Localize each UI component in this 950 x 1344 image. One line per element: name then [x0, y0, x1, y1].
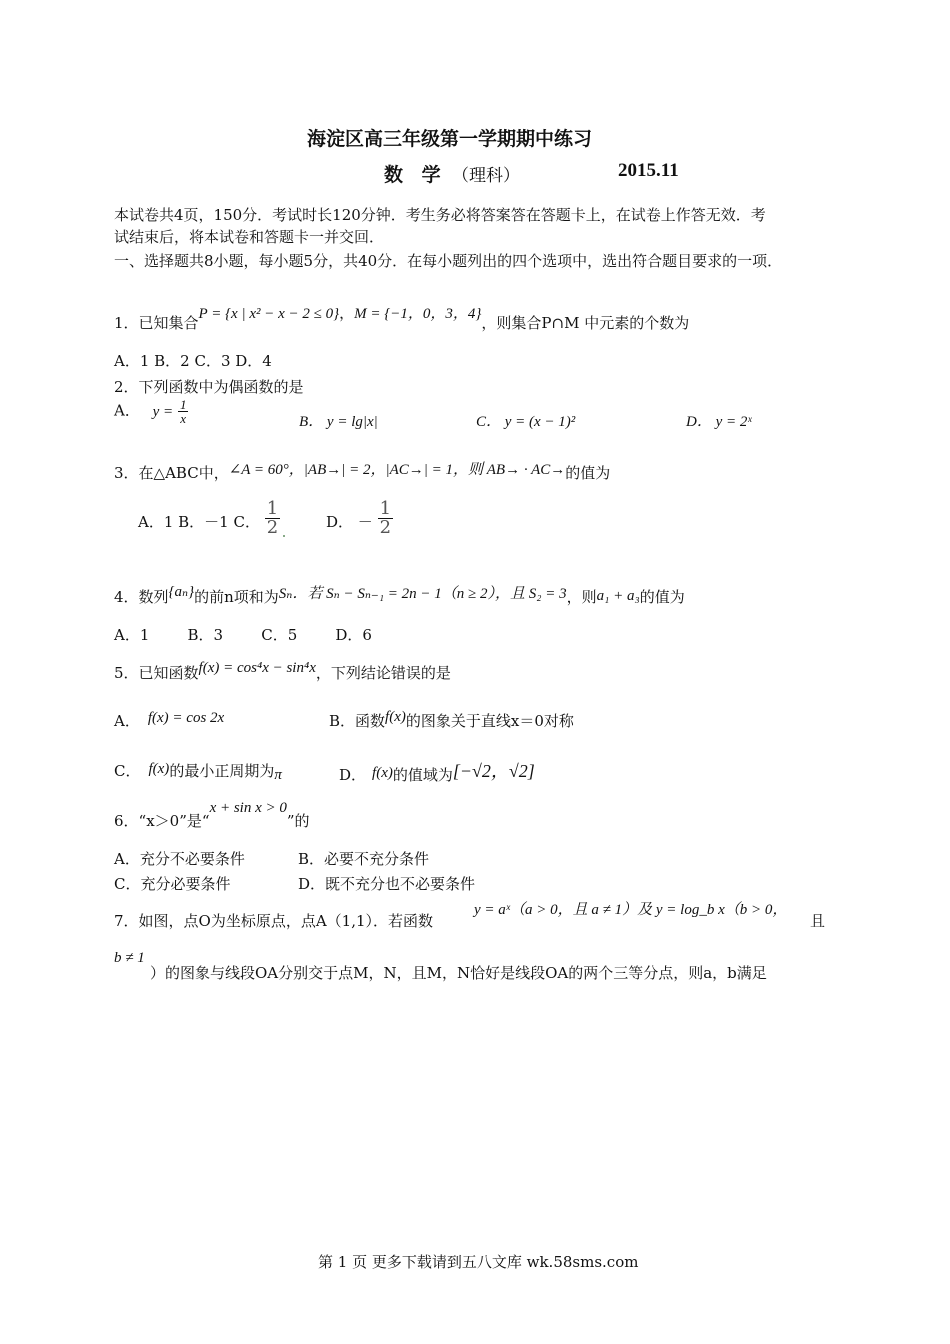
- q3-c-fraction: [265, 500, 280, 537]
- q1-options: A．1 B．2 C．3 D．4: [114, 352, 272, 370]
- q2-a-den: x: [180, 411, 187, 426]
- q5-c-func: f(x): [148, 761, 170, 777]
- q5-b-label: B．函数: [329, 712, 386, 730]
- question-4: [114, 586, 685, 607]
- q5-suffix: ，下列结论错误的是: [315, 664, 451, 682]
- q1-prefix: 1．已知集合: [114, 314, 199, 332]
- question-6: [114, 800, 310, 831]
- q5-d-range: [−√2，√2]: [452, 761, 535, 781]
- q5-c-suffix: 的最小正周期为: [169, 762, 275, 780]
- q1-set-p: P = {x | x² − x − 2 ≤ 0}: [198, 306, 340, 322]
- question-2: 2．下列函数中为偶函数的是: [114, 378, 304, 396]
- q3-options-ab: A．1 B．－1 C．: [138, 512, 260, 531]
- q4-expr: Sₙ．若 Sₙ − Sₙ₋₁ = 2n − 1（n ≥ 2），且 S₂ = 3: [278, 586, 567, 602]
- q7-line2-text: ）的图象与线段OA分别交于点M，N，且M，N恰好是线段OA的两个三等分点，则a，b满足: [150, 964, 767, 982]
- q1-sep: ，: [339, 304, 355, 322]
- q6-option-c: C．充分必要条件: [114, 875, 231, 893]
- q5-c-label: C．: [114, 762, 141, 780]
- q3-d-den: 2: [379, 517, 392, 538]
- q6-option-d: D．既不充分也不必要条件: [298, 875, 476, 893]
- q3-expr: ∠A = 60°，|AB→| = 2，|AC→| = 1，则 AB→ · AC→: [228, 462, 566, 478]
- q2-a-fraction: [178, 398, 189, 425]
- q5-func: f(x) = cos⁴x − sin⁴x: [198, 660, 316, 676]
- question-1: [114, 304, 690, 333]
- q2-a-label: A．: [114, 401, 140, 420]
- q2-a-lhs: y =: [152, 403, 174, 420]
- q4-options: A．1 B．3 C．5 D．6: [114, 626, 372, 644]
- q2-option-c: C． y = (x − 1)²: [476, 414, 576, 430]
- q1-suffix: ，则集合P∩M 中元素的个数为: [481, 314, 690, 332]
- q2-a-num: 1: [179, 397, 187, 412]
- q7-tail: 且: [810, 912, 826, 930]
- q5-b-func: f(x): [385, 709, 406, 725]
- q4-prefix: 4．数列: [114, 588, 169, 606]
- q5-d-func: f(x): [372, 765, 393, 781]
- q5-a-label: A．: [114, 712, 140, 730]
- dot-mark: [283, 535, 285, 537]
- q6-option-a: A．充分不必要条件: [114, 850, 245, 868]
- q3-d-fraction: [378, 500, 393, 537]
- q5-option-c: [114, 760, 282, 781]
- q3-d-num: 1: [379, 498, 392, 519]
- q5-option-a: [114, 710, 224, 731]
- question-3: [114, 462, 610, 483]
- q4-suffix: 的值为: [639, 588, 685, 606]
- q2-option-b: B． y = lg|x|: [299, 414, 378, 430]
- section-heading: 一、选择题共8小题，每小题5分，共40分．在每小题列出的四个选项中，选出符合题目要求的一项．: [114, 252, 783, 270]
- q2-option-a: [114, 398, 188, 425]
- q4-seq: {aₙ}: [168, 584, 195, 600]
- q3-options: [138, 500, 393, 537]
- q5-c-pi: π: [274, 767, 282, 783]
- q5-b-suffix: 的图象关于直线x＝0对称: [405, 712, 574, 730]
- q5-prefix: 5．已知函数: [114, 664, 199, 682]
- q3-d-label: D． －: [325, 512, 373, 531]
- q3-c-den: 2: [266, 517, 279, 538]
- q3-prefix: 3．在△ABC中，: [114, 464, 229, 482]
- page-footer: 第 1 页 更多下载请到五八文库 wk.58sms.com: [318, 1253, 639, 1271]
- q5-option-b: [329, 710, 574, 731]
- q4-mid1: 的前n项和为: [194, 588, 279, 606]
- question-5: [114, 662, 451, 683]
- q6-expr: x + sin x > 0: [209, 800, 287, 816]
- q6-option-b: B．必要不充分条件: [298, 850, 430, 868]
- q5-option-d: [339, 760, 535, 786]
- question-7: 7．如图，点O为坐标原点，点A（1,1）．若函数: [114, 912, 434, 930]
- q1-set-m: M = {−1，0，3，4}: [354, 306, 482, 322]
- q2-option-d: D． y = 2ˣ: [686, 414, 752, 430]
- intro-line-1: 本试卷共4页，150分．考试时长120分钟．考生务必将答案答在答题卡上，在试卷上作答无效．考: [114, 206, 766, 224]
- intro-line-2: 试结束后，将本试卷和答题卡一并交回．: [114, 228, 385, 246]
- q7-expr: y = aˣ（a > 0，且 a ≠ 1）及 y = log_b x（b > 0，: [474, 902, 788, 918]
- q5-d-label: D．: [339, 766, 367, 784]
- q6-suffix: ”的: [286, 812, 310, 830]
- q5-d-suffix: 的值域为: [392, 766, 453, 784]
- q6-prefix: 6．“x＞0”是“: [114, 812, 210, 830]
- q3-c-num: 1: [266, 498, 279, 519]
- q4-mid2: ，则: [566, 588, 597, 606]
- subject-type: （理科）: [452, 166, 520, 186]
- q4-target: a₁ + a₃: [596, 588, 640, 604]
- page-title: 海淀区高三年级第一学期期中练习: [307, 128, 593, 150]
- subject-label: 数 学: [384, 164, 447, 186]
- q3-suffix: 的值为: [565, 464, 611, 482]
- q7-line2-expr: b ≠ 1: [114, 950, 145, 966]
- q5-a-expr: f(x) = cos 2x: [147, 710, 225, 726]
- exam-date: 2015.11: [618, 160, 679, 181]
